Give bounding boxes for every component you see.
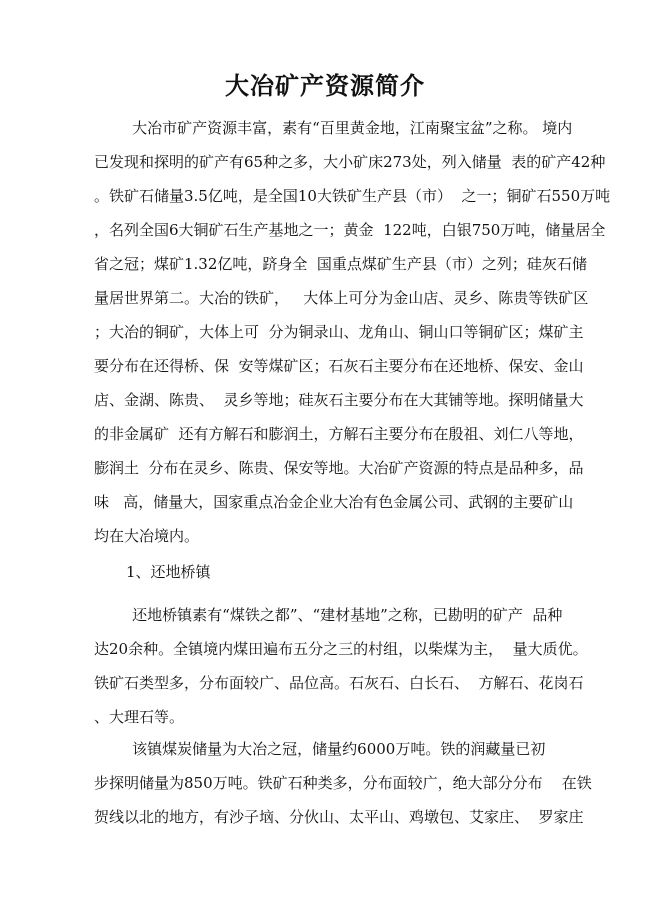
text-line: 还地桥镇素有“煤铁之都”、“建材基地”之称，已勘明的矿产 品种	[94, 606, 563, 624]
text-line: 省之冠；煤矿1.32亿吨，跻身全 国重点煤矿生产县（市）之列；硅灰石储	[94, 255, 587, 273]
text-line: 步探明储量为850万吨。铁矿石种类多，分布面较广，绝大部分分布 在铁	[94, 774, 592, 792]
text-line: 达20余种。全镇境内煤田遍布五分之三的村组，以柴煤为主， 量大质优。	[94, 640, 588, 658]
text-line: 味 高，储量大，国家重点冶金企业大冶有色金属公司、武钢的主要矿山	[94, 493, 574, 511]
text-line: 贺线以北的地方，有沙子垴、分伙山、太平山、鸡墩包、艾家庄、 罗家庄	[94, 808, 584, 826]
text-line: 、大理石等。	[94, 708, 185, 726]
text-line: 该镇煤炭储量为大冶之冠，储量约6000万吨。铁的润藏量已初	[94, 740, 546, 758]
section-paragraph-2	[94, 732, 592, 834]
text-line: 量居世界第二。大冶的铁矿， 大体上可分为金山店、灵乡、陈贵等铁矿区	[94, 289, 589, 307]
text-line: ，名列全国6大铜矿石生产基地之一；黄金 122吨，白银750万吨，储量居全	[94, 221, 606, 239]
section-heading-text: 1、还地桥镇	[126, 563, 211, 581]
text-line: 大冶市矿产资源丰富，素有“百里黄金地，江南聚宝盆”之称。 境内	[94, 119, 573, 137]
text-line: 已发现和探明的矿产有65种之多，大小矿床273处，列入储量 表的矿产42种	[94, 153, 606, 171]
text-line: 膨润土 分布在灵乡、陈贵、保安等地。大冶矿产资源的特点是品种多，品	[94, 459, 584, 477]
text-line: 。铁矿石储量3.5亿吨，是全国10大铁矿生产县（市） 之一；铜矿石550万吨	[94, 187, 611, 205]
text-line: 均在大冶境内。	[94, 527, 200, 545]
document-title: 大冶矿产资源简介	[225, 72, 425, 100]
text-line: ；大冶的铜矿，大体上可 分为铜录山、龙角山、铜山口等铜矿区；煤矿主	[94, 323, 584, 341]
section-heading	[126, 555, 606, 589]
section-paragraph-1	[94, 598, 588, 734]
text-line: 要分布在还得桥、保 安等煤矿区；石灰石主要分布在还地桥、保安、金山	[94, 357, 584, 375]
text-line: 铁矿石类型多，分布面较广、品位高。石灰石、白长石、 方解石、花岗石	[94, 674, 584, 692]
intro-paragraph	[94, 111, 611, 553]
text-line: 店、金湖、陈贵、 灵乡等地；硅灰石主要分布在大萁铺等地。探明储量大	[94, 391, 584, 409]
text-line: 的非金属矿 还有方解石和膨润土，方解石主要分布在殷祖、刘仁八等地，	[94, 425, 584, 443]
